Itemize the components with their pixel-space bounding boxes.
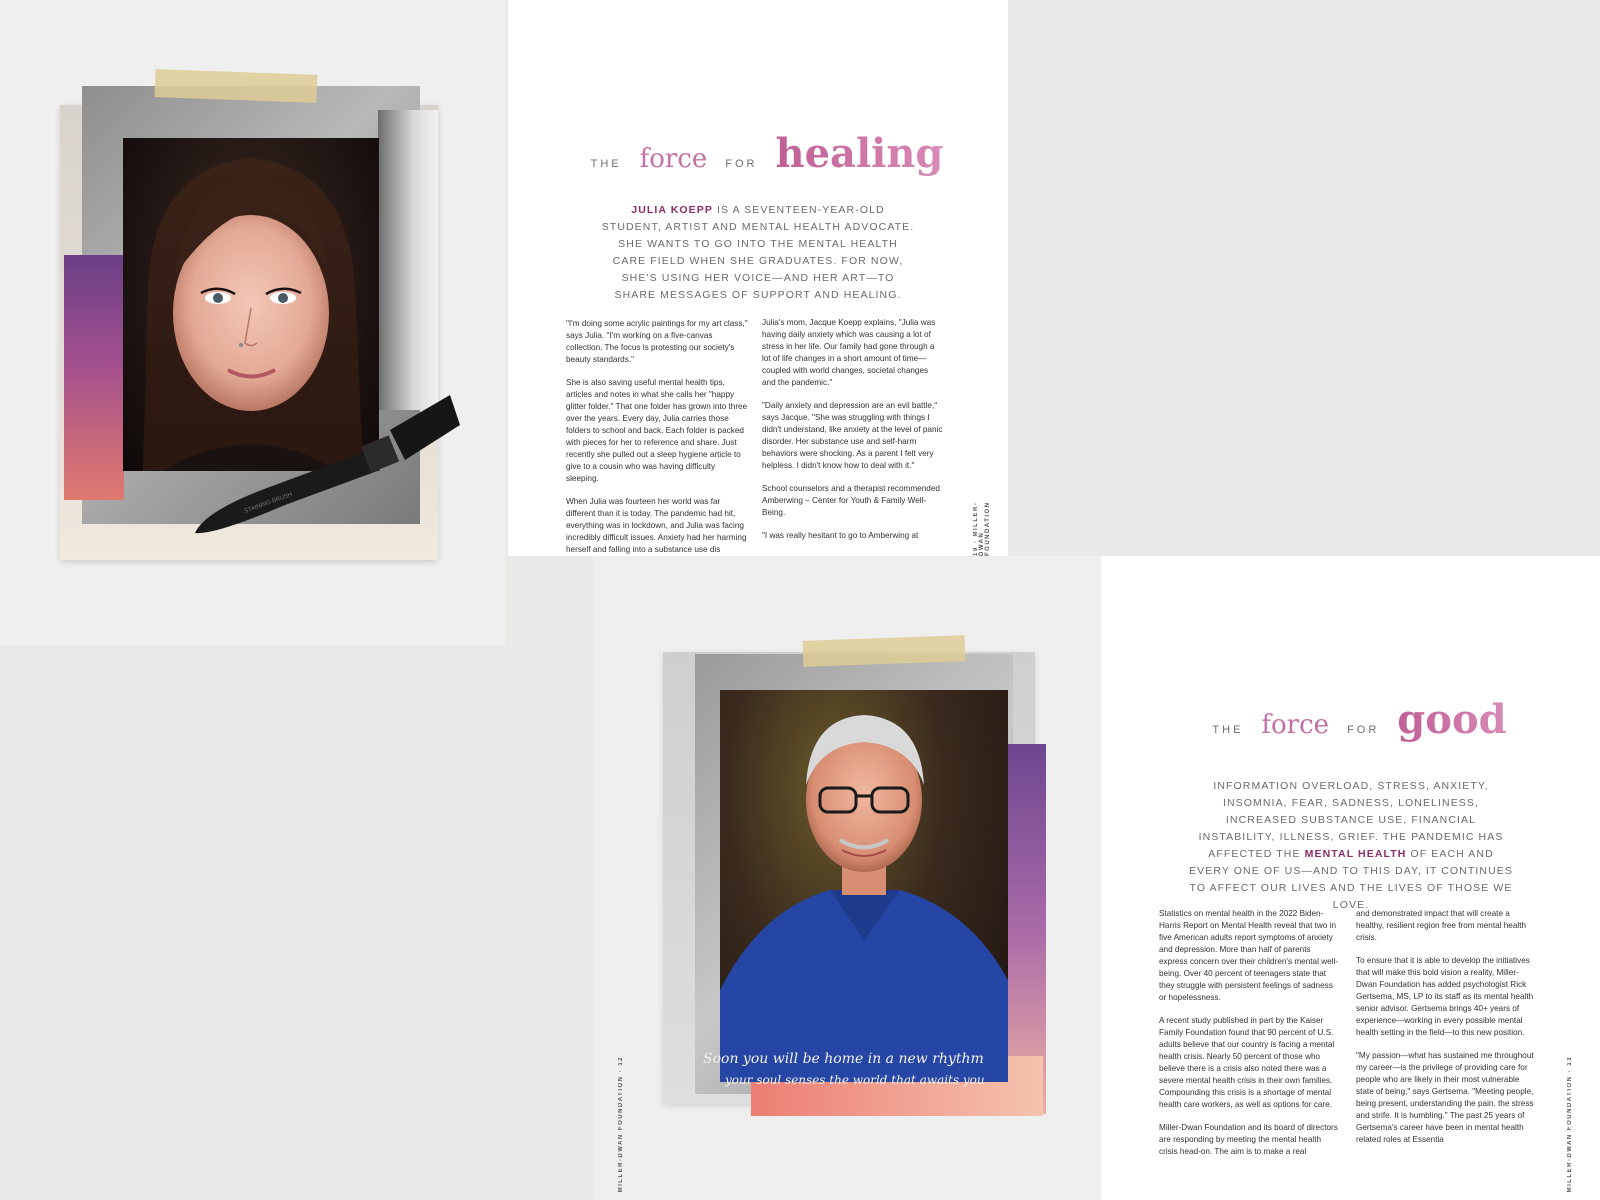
spread1-text-page bbox=[508, 0, 1008, 556]
purple-gradient-block bbox=[64, 255, 124, 500]
intro-highlight: MENTAL HEALTH bbox=[1304, 848, 1407, 860]
spread1-photo-page bbox=[0, 0, 505, 645]
paragraph: She is also saving useful mental health tips, articles and notes in what she calls her "happy glitter folder." That one folder has grown into three over the years. Every day, Julia carries those folders to school and back. Each folder is packed with pieces for her to reference and share. Just recently she pulled out a sleep hygiene article to give to a cousin who was having difficulty sleeping. bbox=[566, 378, 748, 483]
intro-text-a: INFORMATION OVERLOAD, STRESS, ANXIETY, INSOMNIA, FEAR, SADNESS, LONELINESS, INCREASED SUBSTANCE USE, FINANCIAL INSTABILITY, ILLNESS, GRIEF. THE PANDEMIC HAS AFFECTED THE bbox=[1198, 780, 1504, 860]
body-column-left bbox=[1159, 908, 1341, 1178]
intro-text-b: OF EACH AND EVERY ONE OF US—AND TO THIS DAY, IT CONTINUES TO AFFECT OUR LIVES AND THE LIVES OF THOSE WE LOVE. bbox=[1189, 848, 1513, 911]
rick-portrait bbox=[720, 690, 1008, 1082]
svg-text:STAINING BRUSH: STAINING BRUSH bbox=[243, 491, 294, 515]
intro-name: JULIA KOEPP bbox=[631, 204, 713, 216]
paragraph: When Julia was fourteen her world was far different than it is today. The pandemic had hit, everything was in lockdown, and Julia was facing incredibly difficult issues. Anxiety had her harming herself and falling into a substance use dis bbox=[566, 497, 747, 554]
script-line-2: your soul senses the world that awaits you bbox=[725, 1073, 985, 1087]
tape-graphic bbox=[155, 69, 318, 103]
title-for: FOR bbox=[1347, 724, 1380, 736]
paragraph: "I was really hesitant to go to Amberwing at bbox=[762, 531, 919, 540]
title-for: FOR bbox=[725, 158, 758, 170]
intro-paragraph bbox=[600, 202, 916, 304]
paintbrush-graphic bbox=[185, 385, 465, 545]
title-force: force bbox=[1261, 710, 1330, 740]
intro-text: IS A SEVENTEEN-YEAR-OLD STUDENT, ARTIST AND MENTAL HEALTH ADVOCATE. SHE WANTS TO GO INTO THE MENTAL HEALTH CARE FIELD WHEN SHE GRADUATES. FOR NOW, SHE'S USING HER VOICE—AND HER ART—TO SHARE MESSAGES OF SUPPORT AND HEALING. bbox=[601, 204, 915, 301]
title-the: THE bbox=[590, 158, 622, 170]
title-good: good bbox=[1397, 696, 1507, 743]
handwritten-overlay bbox=[703, 1051, 1033, 1087]
page-title bbox=[1101, 696, 1600, 743]
folio-label: 19 · MILLER-DWAN FOUNDATION bbox=[973, 501, 991, 556]
body-column-left bbox=[566, 318, 748, 556]
script-line-1: Soon you will be home in a new rhythm bbox=[703, 1051, 984, 1067]
paragraph: School counselors and a therapist recommended Amberwing – Center for Youth & Family Well-Being. bbox=[762, 484, 940, 517]
paragraph: To ensure that it is able to develop the initiatives that will make this bold vision a reality, Miller-Dwan Foundation has added psychologist Rick Gertsema, MS, LP to its staff as its mental health senior advisor. Gertsema brings 40+ years of experience—working in every possible mental health setting in the field—to this new position. bbox=[1356, 956, 1534, 1037]
paragraph: "Daily anxiety and depression are an evil battle," says Jacque. "She was struggling with things I didn't understand, like anxiety at the level of panic disorder. Her substance use and self-harm behaviors were shocking. As a parent I felt very helpless. I didn't know how to deal with it." bbox=[762, 401, 943, 470]
paragraph: A recent study published in part by the Kaiser Family Foundation found that 90 percent of U.S. adults believe that our country is facing a mental health crisis. Nearly 50 percent of those who believe there is a crisis also noted there was a severe mental health crisis in their own families. Compounding this crisis is a shortage of mental health care workers, as well as options for care. bbox=[1159, 1016, 1335, 1109]
paragraph: Statistics on mental health in the 2022 Biden-Harris Report on Mental Health reveal that two in five American adults report symptoms of anxiety and depression. More than half of parents express concern over their children's mental well-being. Over 40 percent of teenagers state that they struggle with persistent feelings of sadness or hopelessness. bbox=[1159, 909, 1339, 1002]
spread2-photo-page bbox=[593, 556, 1101, 1200]
title-force: force bbox=[639, 144, 708, 174]
portrait-illustration bbox=[720, 690, 1008, 1082]
paragraph: "My passion—what has sustained me throughout my career—is the privilege of providing care for people who are likely in their most vulnerable state of being," says Gertsema. "Meeting people, being present, understanding the pain, the stress and strife. It is humbling." The past 25 years of Gertsema's career have been in mental health related roles at Essentia bbox=[1356, 1051, 1534, 1144]
intro-paragraph bbox=[1189, 778, 1513, 914]
body-column-right bbox=[1356, 908, 1538, 1178]
folio-label: MILLER-DWAN FOUNDATION · 13 bbox=[1567, 1056, 1573, 1193]
paragraph: and demonstrated impact that will create a healthy, resilient region free from mental health crisis. bbox=[1356, 909, 1527, 942]
cloud-texture bbox=[378, 110, 438, 410]
paragraph: Julia's mom, Jacque Koepp explains, "Julia was having daily anxiety which was causing a lot of stress in her life. Our family had gone through a lot of life changes in a short amount of time—coupled with world changes, societal changes and the pandemic." bbox=[762, 318, 936, 387]
page-title bbox=[508, 130, 1008, 177]
title-healing: healing bbox=[775, 130, 944, 177]
paragraph: Miller-Dwan Foundation and its board of directors are responding by meeting the mental health crisis head-on. The aim is to make a real bbox=[1159, 1123, 1338, 1156]
body-column-right bbox=[762, 317, 944, 556]
paragraph: "I'm doing some acrylic paintings for my art class," says Julia. "I'm working on a five-canvas collection. The focus is protesting our society's beauty standards." bbox=[566, 319, 748, 364]
spread2-text-page bbox=[1101, 556, 1600, 1200]
title-the: THE bbox=[1212, 724, 1244, 736]
folio-label: MILLER-DWAN FOUNDATION · 12 bbox=[618, 1056, 624, 1193]
